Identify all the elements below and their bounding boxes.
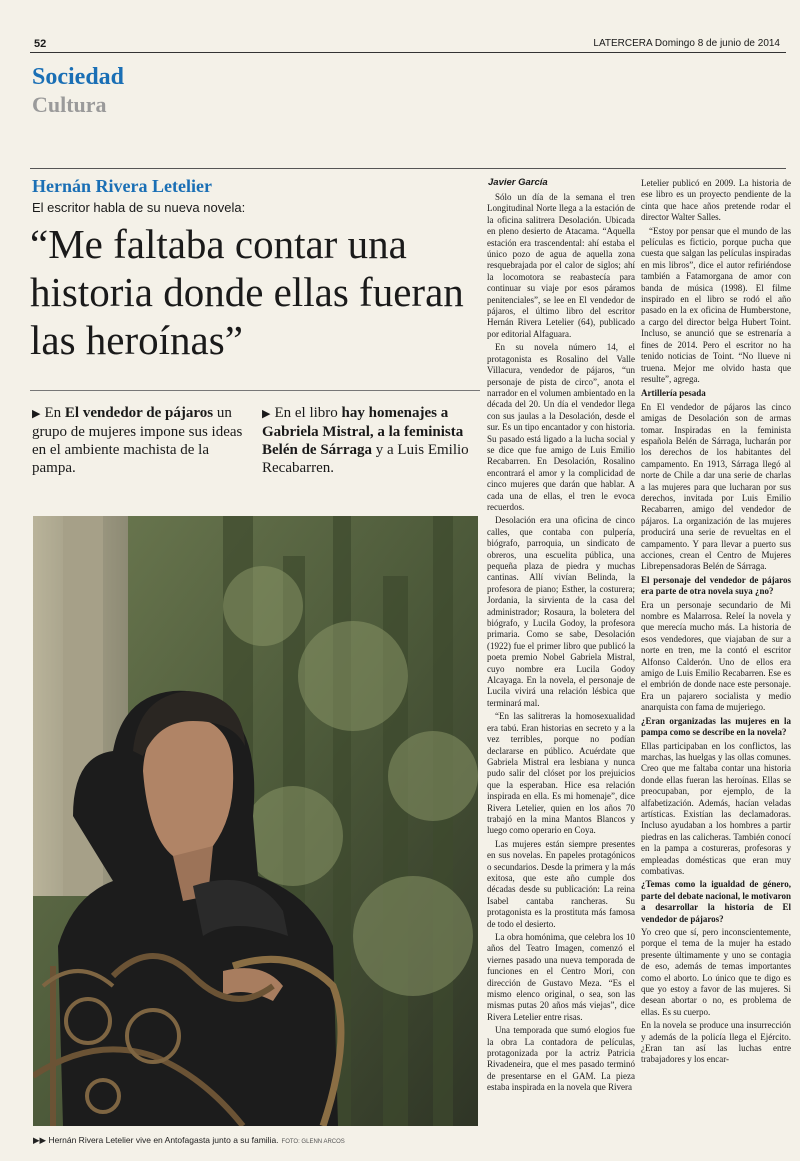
article-byline: Javier García <box>488 177 548 188</box>
article-column-2 <box>641 178 791 1068</box>
paper-date-line: LATERCERA Domingo 8 de junio de 2014 <box>593 38 780 49</box>
author-photo <box>33 516 478 1126</box>
author-photo-illustration <box>33 516 478 1126</box>
paragraph: Desolación era una oficina de cinco calles, que contaba con pulpería, biógrafo, parroquia, un sindicato de obreros, una escuelita pública, una pequeña plaza de piedra y muchas cantinas. Allí vivían Belinda, la profesora de piano; Esther, la costurera; Jordania, la sirvienta de la casa del administrador; Rosaura, la boletera del biógrafo, y Lucila Godoy, la profesora primaria. Como se sabe, Desolación (1922) fue el primer libro que publicó la poeta premio Nobel Gabriela Mistral, cuyo nombre era Lucila Godoy Alcayaga. En la novela, el personaje de Lucila vivirá una relación lésbica que terminará mal. <box>487 515 635 708</box>
paragraph: En El vendedor de pájaros las cinco amigas de Desolación son de armas tomar. Inspiradas en la feminista española Belén de Sárraga, lucharán por los derechos de los habitantes del campamento. En 1913, Sárraga llegó al norte de Chile a dar una serie de charlas a las mujeres para que lucharan por sus derechos, invitada por Luis Emilio Recabarren, amigo del vendedor de pájaros. La organización de las mujeres producirá una serie de revueltas en el campamento. Y para llevar a puerto sus acciones, crean el Centro de Mujeres Librepensadoras Belén de Sárraga. <box>641 401 791 572</box>
photo-caption <box>33 1135 345 1146</box>
paragraph: Una temporada que sumó elogios fue la obra La contadora de películas, protagonizada por la actriz Patricia Rivadeneira, que el mes pasado terminó de presentarse en el GAM. La pieza estaba inspirada en la novela que Rivera <box>487 1025 635 1093</box>
subsection-title: Cultura <box>32 92 107 117</box>
bullet-text: En el libro <box>274 405 342 421</box>
paragraph: Las mujeres están siempre presentes en sus novelas. En papeles protagónicos o secundarios. Desde la primera y la más exitosa, que este año cumple dos décadas desde su publicación: La reina Isabel cantaba rancheras. Su protagonista es la prostituta más famosa de todo el desierto. <box>487 838 635 929</box>
highlight-bullet-1 <box>32 404 248 477</box>
headline-rule <box>30 390 480 391</box>
interview-answer: Era un personaje secundario de Mi nombre es Malarrosa. Releí la novela y que merecía mucho más. La historia de esos vendedores, que viajaban de sur a norte en tren, me la contó el escritor Alfonso Calderón. Uno de ellos era amigo de Luis Emilio Recabarren. Ese es el embrión de donde nace este personaje. Era un pajarero socialista y medio anarquista con fama de mujeriego. <box>641 599 791 713</box>
interview-answer: Yo creo que sí, pero inconscientemente, porque el tema de la mujer ha estado presente últimamente y uno se contagia de eso, además de temas importantes como el aborto. Lo único que te digo es que yo estoy a favor de las mujeres. Si desean abortar o no, es problema de ellas. Es su cuerpo. <box>641 927 791 1017</box>
interview-answer: Ellas participaban en los conflictos, las marchas, las huelgas y las ollas comunes. Creo que me faltaba contar una historia donde ellas fueran las heroínas. Ellas se preocupaban, por ejemplo, de la alfabetización. Además, hacían veladas artísticas. Existían las declamadoras. Incluso ayudaban a los hombres a partir piedras en las calicheras. También conocí en la pampa a costureras, profesoras y empleadas domésticas que eran muy combativas. <box>641 740 791 876</box>
photo-credit: FOTO: GLENN ARCOS <box>281 1139 345 1145</box>
page-number: 52 <box>34 38 47 50</box>
caption-text: Hernán Rivera Letelier vive en Antofagasta junto a su familia. <box>48 1135 279 1145</box>
paragraph: Letelier publicó en 2009. La historia de ese libro es un proyecto pendiente de la cinta que hace años pretende rodar el director Walter Salles. <box>641 178 791 223</box>
highlight-bullet-2 <box>262 404 484 477</box>
bullet-text: y a Luis Emilio Recabarren. <box>262 442 469 476</box>
interview-question: ¿Temas como la igualdad de género, parte del debate nacional, le motivaron a desarrollar la historia de El vendedor de pájaros? <box>641 879 791 924</box>
bullet-bold-text: hay homenajes a Gabriela Mistral, a la feminista Belén de Sárraga <box>262 405 464 458</box>
section-rule <box>30 168 786 169</box>
paragraph: “En las salitreras la homosexualidad era tabú. Eran historias en secreto y a la vez terribles, porque no podían declararse en público. Acuérdate que Gabriela Mistral era lesbiana y nunca pudo salir del clóset por los prejuicios que la esperaban. Hice esa relación inspirada en ella. Es mi homenaje”, dice Rivera Letelier, quien en los años 70 trabajó en la mina Mantos Blancos y luego como operario en Coya. <box>487 711 635 836</box>
bullet-text: un grupo de mujeres impone sus ideas en el ambiente machista de la pampa. <box>32 405 243 476</box>
paragraph: En su novela número 14, el protagonista es Rosalino del Valle Villacura, vendedor de pájaros, “un personaje de pista de circo”, anota el narrador en el volumen ambientado en la década del 20. Un día el vendedor llega con sus jaulas a la Desolación, desde el sur. Es un tipo encantador y con historia. Su pasado está ligado a la lucha social y se dice que fue amigo de Luis Emilio Recabarren. En Desolación, Rosalino encontrará el amor y la complicidad de cinco mujeres que darán que hablar. A cada una de ellas, el tren le evoca recuerdos. <box>487 342 635 512</box>
interview-answer: En la novela se produce una insurrección y además de la policía llega el Ejército. ¿Eran tan así las luchas entre trabajadores y los encar- <box>641 1020 791 1065</box>
paragraph: “Estoy por pensar que el mundo de las películas es ficticio, porque pucha que cuesta que salgan las películas inspiradas en mis libros”, dice el autor refiriéndose también a Fatamorgana de amor con banda de música (1998). El filme inspirado en el libro se rodó el año pasado en la ex oficina de Humberstone, a cargo del director belga Hubert Toint. Incluso, se anunció que se estrenaría a fines de 2014. Pero el escritor no ha tenido noticias de Toint. “No llueve ni truena. Mejor me olvido hasta que resulte”, agrega. <box>641 225 791 384</box>
paragraph: Sólo un día de la semana el tren Longitudinal Norte llega a la estación de la oficina salitrera Desolación. Ubicada en pleno desierto de Atacama. “Aquella estación era trascendental: ahí estaba el único pozo de agua de aquella zona resquebrajada por el calor de siglos; ahí la locomotora se reabastecía para continuar su viaje por esos páramos penitenciales”, se lee en El vendedor de pájaros, el último libro del escritor Hernán Rivera Letelier (64), publicado por editorial Alfaguara. <box>487 192 635 339</box>
bullet-arrow-icon: ▶ <box>262 408 271 420</box>
bullet-arrow-icon: ▶ <box>32 408 41 420</box>
top-rule <box>30 52 786 53</box>
caption-arrow-icon: ▶▶ <box>33 1135 49 1145</box>
interview-question: El personaje del vendedor de pájaros era parte de otra novela suya ¿no? <box>641 574 791 597</box>
interview-question: ¿Eran organizadas las mujeres en la pampa como se describe en la novela? <box>641 715 791 738</box>
article-lede: El escritor habla de su nueva novela: <box>32 200 246 215</box>
bullet-bold-text: El vendedor de pájaros <box>64 405 214 421</box>
paragraph: La obra homónima, que celebra los 10 años del Teatro Imagen, comenzó el viernes pasado una nueva temporada de funciones en el Centro Mori, con dirección de Gustavo Meza. “Es el mismo elenco original, o sea, son las mismas putas 20 años más viejas”, dice Rivera Letelier entre risas. <box>487 932 635 1022</box>
article-column-1 <box>487 192 635 1096</box>
bullet-text: En <box>44 405 65 421</box>
article-headline: “Me faltaba contar una historia donde ellas fueran las heroínas” <box>30 221 464 363</box>
article-kicker: Hernán Rivera Letelier <box>32 176 212 196</box>
section-title: Sociedad <box>32 64 125 90</box>
subhead: Artillería pesada <box>641 388 706 399</box>
